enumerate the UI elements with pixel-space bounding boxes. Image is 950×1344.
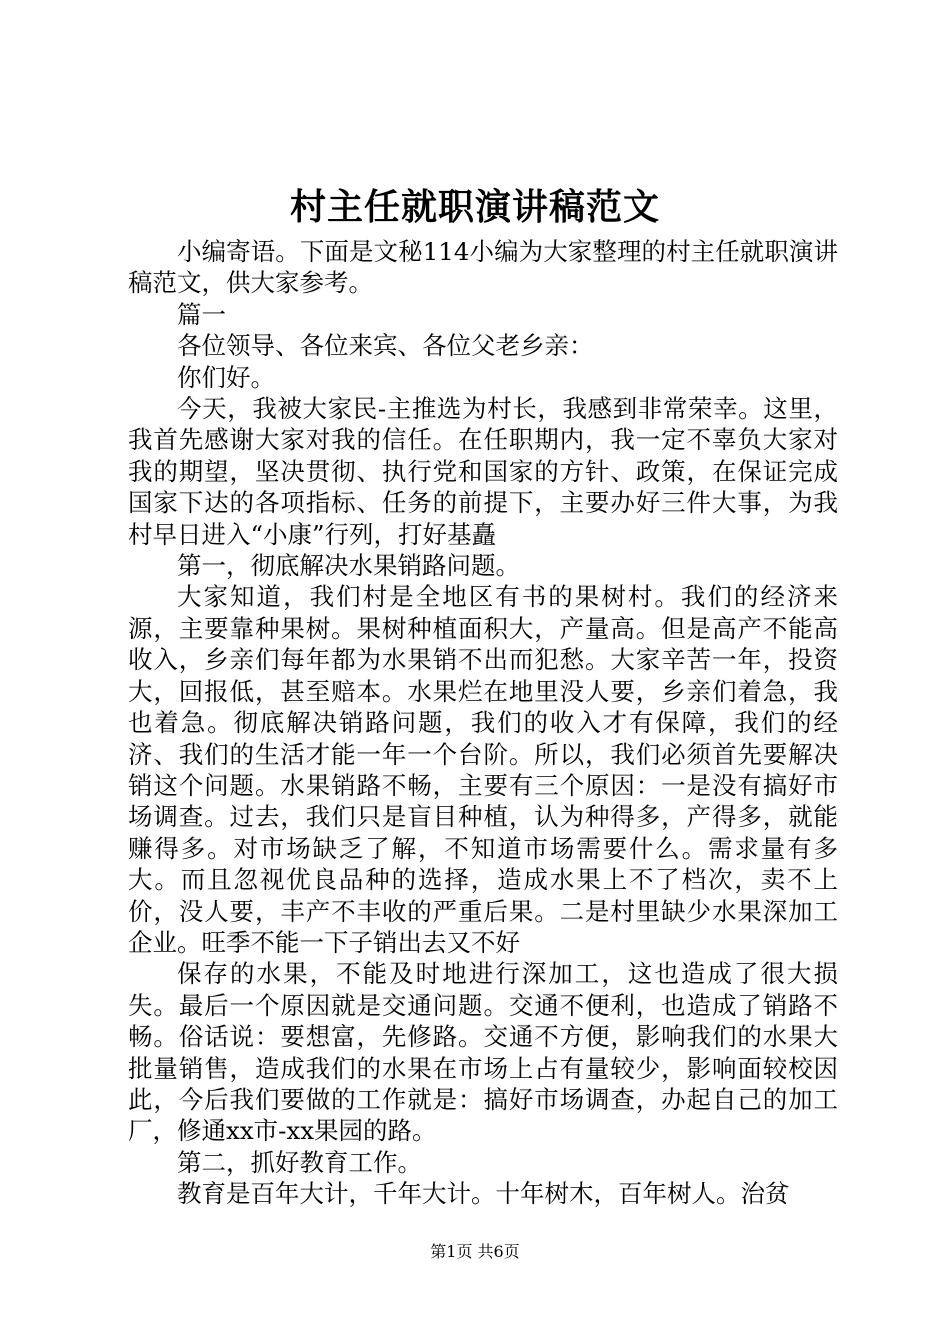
page-number-footer: 第1页 共6页 bbox=[430, 1242, 520, 1261]
document-body bbox=[128, 236, 838, 1210]
paragraph: 篇一 bbox=[177, 299, 226, 329]
paragraph: 小编寄语。下面是文秘114小编为大家整理的村主任就职演讲稿范文，供大家参考。 bbox=[128, 237, 838, 298]
paragraph: 大家知道，我们村是全地区有书的果树村。我们的经济来源，主要靠种果树。果树种植面积大，产量高。但是高产不能高收入，乡亲们每年都为水果销不出而犯愁。大家辛苦一年，投资大，回报低，甚至赔本。水果烂在地里没人要，乡亲们着急，我也着急。彻底解决销路问题，我们的收入才有保障，我们的经济、我们的生活才能一年一个台阶。所以，我们必须首先要解决销这个问题。水果销路不畅，主要有三个原因：一是没有搞好市场调查。过去，我们只是盲目种植，认为种得多，产得多，就能赚得多。对市场缺乏了解，不知道市场需要什么。需求量有多大。而且忽视优良品种的选择，造成水果上不了档次，卖不上价，没人要，丰产不丰收的严重后果。二是村里缺少水果深加工企业。旺季不能一下子销出去又不好 bbox=[128, 582, 838, 957]
document-title: 村主任就职演讲稿范文 bbox=[289, 186, 660, 228]
paragraph: 今天，我被大家民-主推选为村长，我感到非常荣幸。这里，我首先感谢大家对我的信任。在任职期内，我一定不辜负大家对我的期望，坚决贯彻、执行党和国家的方针、政策，在保证完成国家下达的各项指标、任务的前提下，主要办好三件大事，为我村早日进入“小康”行列，打好基矗 bbox=[128, 394, 838, 549]
paragraph: 教育是百年大计，千年大计。十年树木，百年树人。治贫 bbox=[177, 1179, 790, 1209]
paragraph: 第二，抓好教育工作。 bbox=[177, 1147, 422, 1177]
paragraph: 保存的水果，不能及时地进行深加工，这也造成了很大损失。最后一个原因就是交通问题。交通不便利，也造成了销路不畅。俗话说：要想富，先修路。交通不方便，影响我们的水果大批量销售，造成我们的水果在市场上占有量较少，影响面较校因此，今后我们要做的工作就是：搞好市场调查，办起自己的加工厂，修通xx市-xx果园的路。 bbox=[128, 959, 838, 1146]
paragraph: 各位领导、各位来宾、各位父老乡亲： bbox=[177, 331, 594, 361]
paragraph: 你们好。 bbox=[177, 362, 275, 392]
paragraph: 第一，彻底解决水果销路问题。 bbox=[177, 551, 520, 581]
